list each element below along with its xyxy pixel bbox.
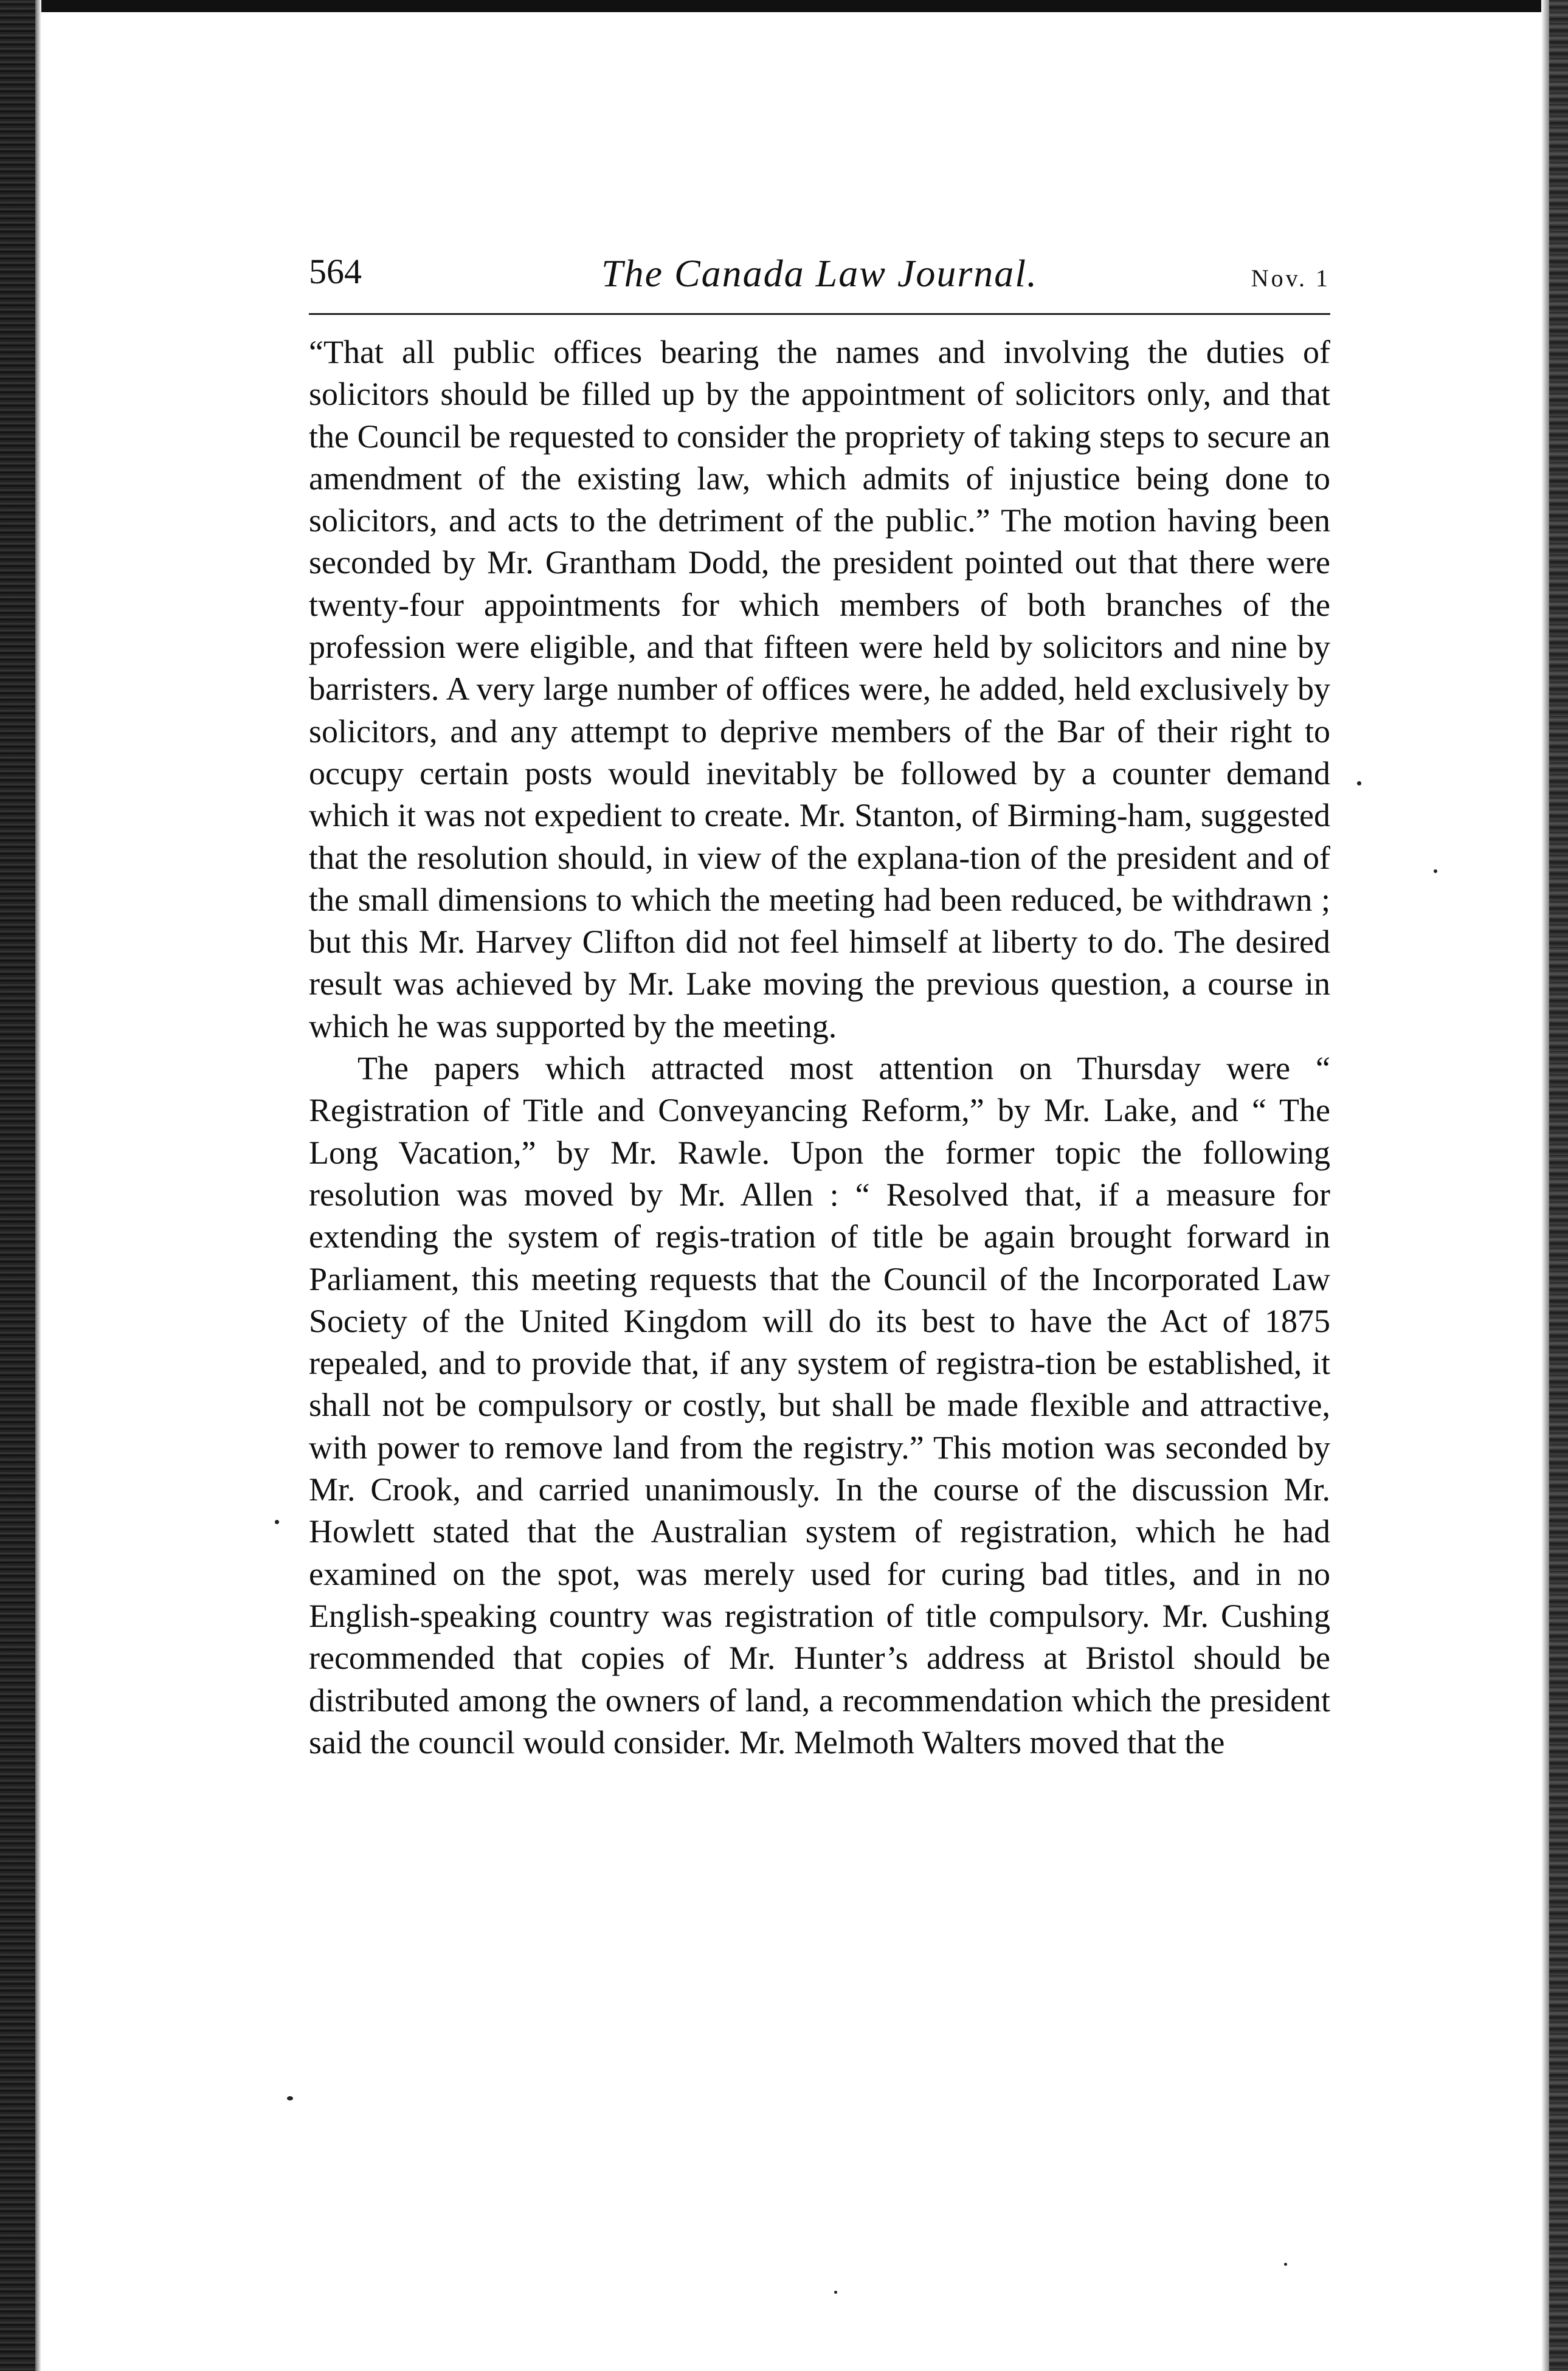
paragraph: “That all public offices bearing the names and involving the duties of solicitors should be filled up by the appointment of solicitors only, and that the Council be requested to consider the propriety of taking steps to secure an amendment of the existing law, which admits of injustice being done to solicitors, and acts to the detriment of the public.” The motion having been seconded by Mr. Grantham Dodd, the president pointed out that there were twenty-four appointments for which members of both branches of the profession were eligible, and that fifteen were held by solicitors and nine by barristers. A very large number of offices were, he added, held exclusively by solicitors, and any attempt to deprive members of the Bar of their right to occupy certain posts would inevitably be followed by a counter demand which it was not expedient to create. Mr. Stanton, of Birming-ham, suggested that the resolution should, in view of the explana-tion of the president and of the small dimensions to which the meeting had been reduced, be withdrawn ; but this Mr. Harvey Clifton did not feel himself at liberty to do. The desired result was achieved by Mr. Lake moving the previous question, a course in which he was supported by the meeting.	[309, 334, 1330, 1044]
journal-title: The Canada Law Journal.	[601, 252, 1038, 295]
issue-date: Nov. 1	[1251, 264, 1330, 292]
article-body	[309, 331, 1330, 1764]
page-number: 564	[309, 252, 362, 291]
scan-speck	[1434, 869, 1437, 873]
scan-right-edge	[1549, 0, 1568, 2371]
scan-speck	[834, 2291, 837, 2294]
scan-speck	[1284, 2263, 1287, 2266]
scan-right-edge-shadow	[1541, 0, 1549, 2371]
header-rule	[309, 313, 1330, 315]
scan-speck	[1357, 781, 1361, 785]
scan-left-edge	[0, 0, 35, 2371]
scan-top-edge	[0, 0, 1568, 12]
running-header	[309, 254, 1330, 315]
scan-speck	[275, 1520, 279, 1524]
scan-speck	[287, 2096, 293, 2100]
paragraph: The papers which attracted most attention on Thursday were “ Registration of Title and Conveyancing Reform,” by Mr. Lake, and “ The Long Vacation,” by Mr. Rawle. Upon the former topic the following resolution was moved by Mr. Allen : “ Resolved that, if a measure for extending the system of regis-tration of title be again brought forward in Parliament, this meeting requests that the Council of the Incorporated Law Society of the United Kingdom will do its best to have the Act of 1875 repealed, and to provide that, if any system of registra-tion be established, it shall not be compulsory or costly, but shall be made flexible and attractive, with power to remove land from the registry.” This motion was seconded by Mr. Crook, and carried unanimously. In the course of the discussion Mr. Howlett stated that the Australian system of registration, which he had examined on the spot, was merely used for curing bad titles, and in no English-speaking country was registration of title compulsory. Mr. Cushing recommended that copies of Mr. Hunter’s address at Bristol should be distributed among the owners of land, a recommendation which the president said the council would consider. Mr. Melmoth Walters moved that the	[309, 1050, 1330, 1761]
scan-left-edge-shadow	[35, 0, 41, 2371]
